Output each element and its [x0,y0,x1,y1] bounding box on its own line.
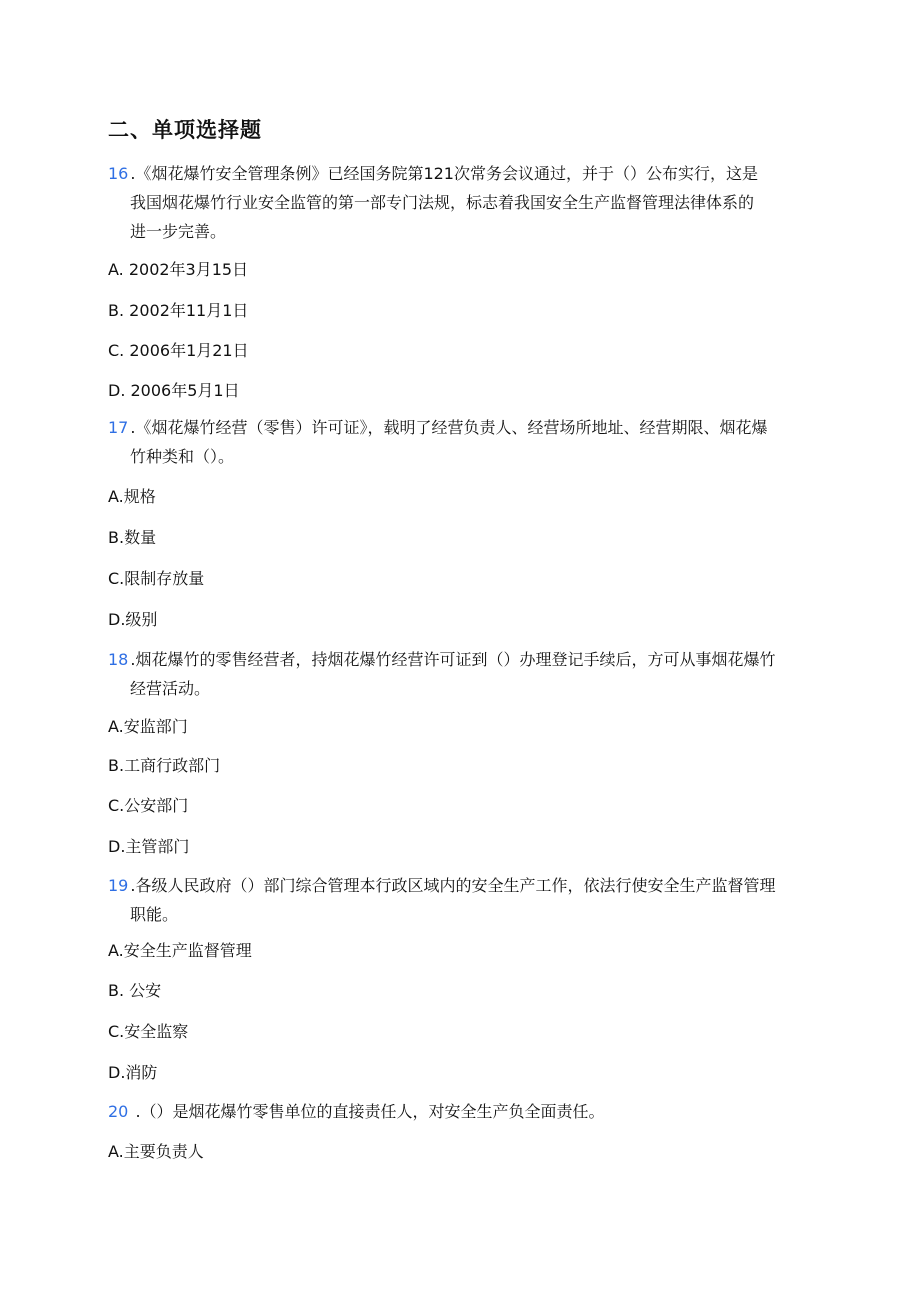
question-text: 职能。 [130,905,179,924]
question-16 [108,159,820,246]
question-text: 我国烟花爆竹行业安全监管的第一部专门法规，标志着我国安全生产监督管理法律体系的 [130,193,755,212]
question-text: 经营活动。 [130,679,211,698]
option-d: D. 2006年5月1日 [108,381,240,400]
question-19 [108,871,820,929]
option-a: A.安监部门 [108,717,188,736]
option-a: A.安全生产监督管理 [108,941,252,960]
option-d: D.主管部门 [108,837,190,856]
option-b: B.数量 [108,528,157,547]
question-20 [108,1097,820,1126]
option-a: A.主要负责人 [108,1142,204,1161]
question-line [108,1097,820,1126]
question-text: .《烟花爆竹安全管理条例》已经国务院第121次常务会议通过，并于（）公布实行，这是 [130,164,758,183]
option-b: B. 2002年11月1日 [108,301,249,320]
section-title: 二、单项选择题 [108,118,262,142]
question-line [108,645,820,674]
question-line [108,413,820,442]
option-a: A.规格 [108,487,156,506]
question-text: .（）是烟花爆竹零售单位的直接责任人，对安全生产负全面责任。 [130,1102,605,1121]
question-line [108,871,820,900]
option-c: C.安全监察 [108,1022,189,1041]
option-b: B.工商行政部门 [108,756,221,775]
question-number: 20 [108,1102,129,1121]
question-text: 进一步完善。 [130,222,227,241]
option-c: C. 2006年1月21日 [108,341,249,360]
question-number: 18 [108,650,129,669]
question-text: .《烟花爆竹经营（零售）许可证》，载明了经营负责人、经营场所地址、经营期限、烟花爆 [130,418,768,437]
option-d: D.消防 [108,1063,158,1082]
question-line [108,159,820,188]
option-d: D.级别 [108,610,158,629]
question-number: 19 [108,876,129,895]
question-number: 16 [108,164,129,183]
question-text: .各级人民政府（）部门综合管理本行政区域内的安全生产工作，依法行使安全生产监督管理 [130,876,776,895]
option-b: B. 公安 [108,981,162,1000]
option-c: C.限制存放量 [108,569,205,588]
option-a: A. 2002年3月15日 [108,260,249,279]
option-c: C.公安部门 [108,796,189,815]
question-number: 17 [108,418,129,437]
question-text: .烟花爆竹的零售经营者，持烟花爆竹经营许可证到（）办理登记手续后，方可从事烟花爆竹 [130,650,776,669]
question-18 [108,645,820,703]
question-text: 竹种类和（）。 [130,447,235,466]
question-17 [108,413,820,471]
